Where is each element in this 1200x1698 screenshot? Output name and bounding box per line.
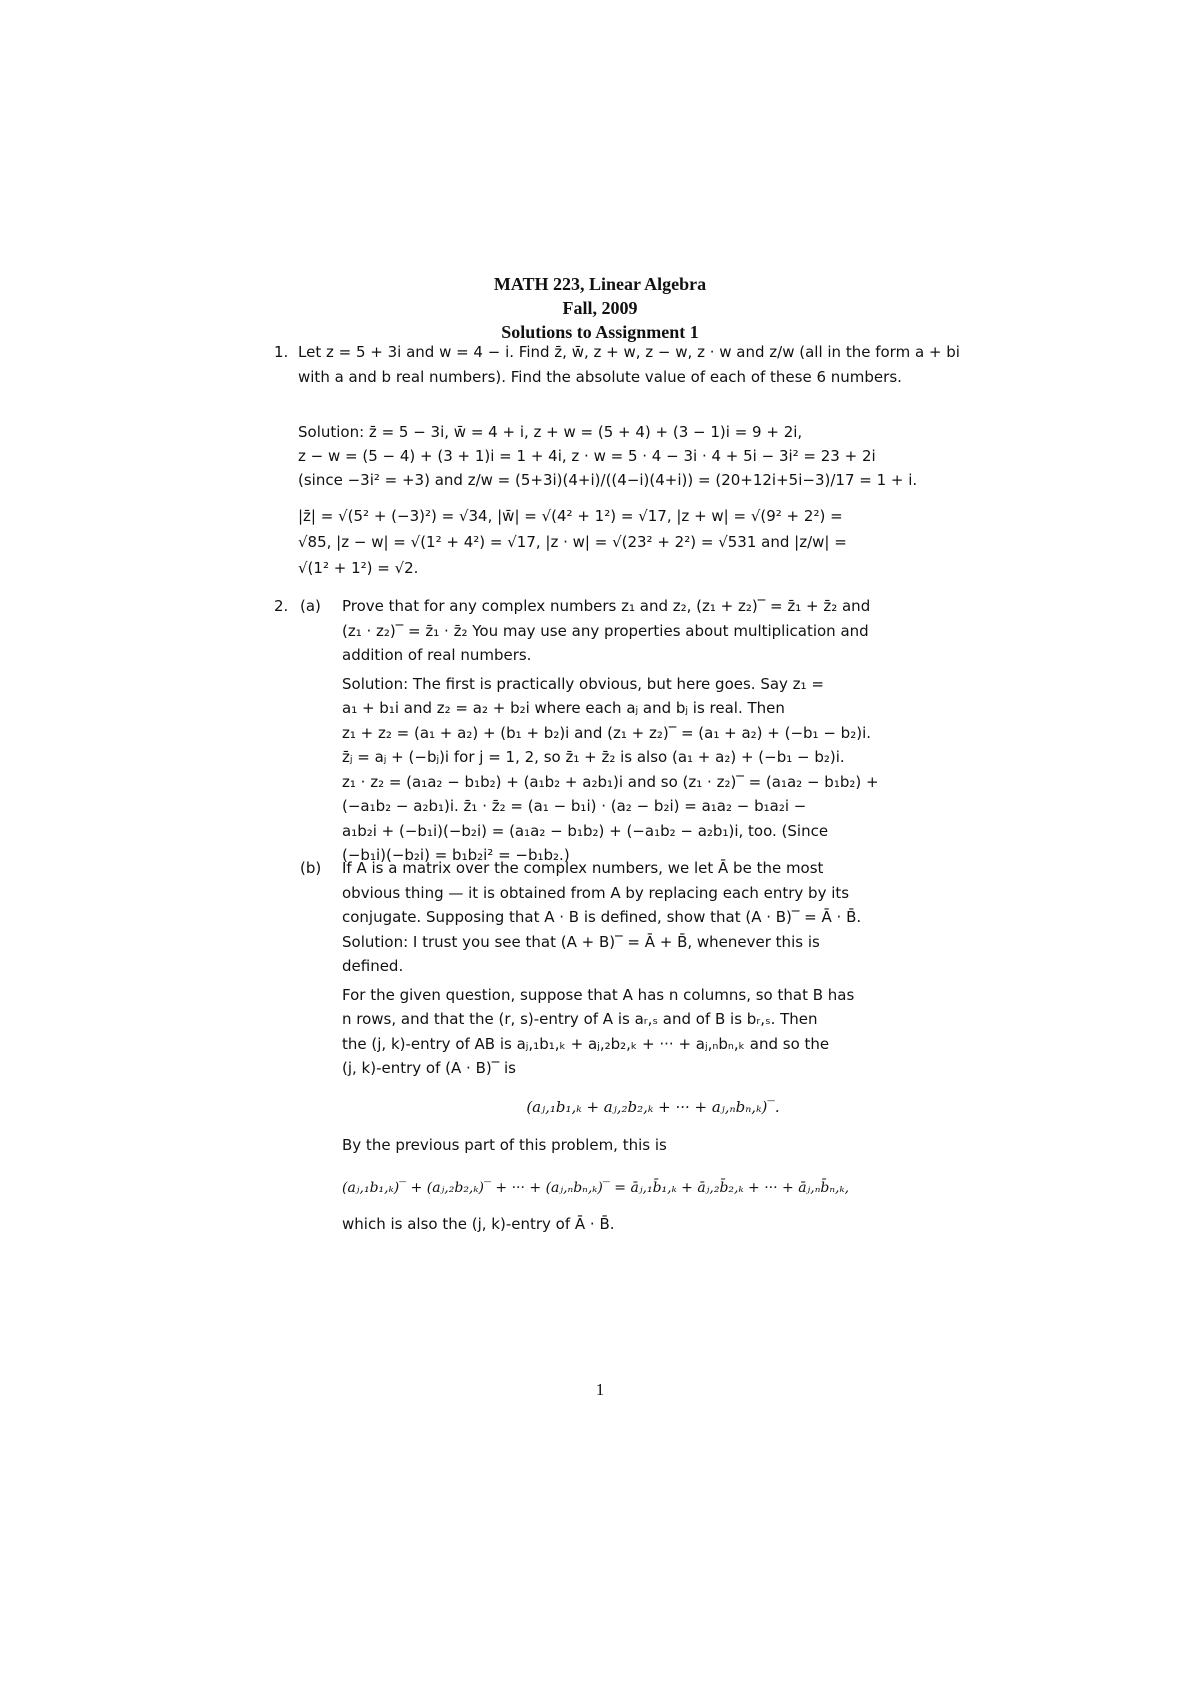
part-a-question-line: Prove that for any complex numbers z₁ and z₂, (z₁ + z₂)‾ = z̄₁ + z̄₂ and — [342, 597, 871, 615]
part-b — [300, 856, 964, 1237]
part-b-text-line: By the previous part of this problem, this is — [342, 1136, 667, 1154]
display-equation: (aⱼ,₁b₁,ₖ + aⱼ,₂b₂,ₖ + ··· + aⱼ,ₙbₙ,ₖ)‾. — [526, 1097, 780, 1116]
problem-1-abs-line: |z̄| = √(5² + (−3)²) = √34, |w̄| = √(4² + 1²) = √17, |z + w| = √(9² + 2²) = — [298, 507, 843, 525]
part-a-solution-line: (−b₁i)(−b₂i) = b₁b₂i² = −b₁b₂.) — [342, 846, 570, 864]
course-title: MATH 223, Linear Algebra — [493, 274, 707, 294]
part-a-solution-line: a₁ + b₁i and z₂ = a₂ + b₂i where each aⱼ and bⱼ is real. Then — [342, 699, 785, 717]
part-b-text-line: the (j, k)-entry of AB is aⱼ,₁b₁,ₖ + aⱼ,₂b₂,ₖ + ··· + aⱼ,ₙbₙ,ₖ and so the — [342, 1034, 830, 1053]
problem-number: 2. — [274, 597, 289, 615]
problem-number: 1. — [274, 343, 289, 361]
part-b-question-line: obvious thing — it is obtained from A by replacing each entry by its — [342, 883, 850, 902]
part-label: (a) — [300, 597, 321, 615]
problem-1-solution-line: z − w = (5 − 4) + (3 + 1)i = 1 + 4i, z · w = 5 · 4 − 3i · 4 + 5i − 3i² = 23 + 2i — [298, 447, 876, 465]
problem-1-question — [274, 340, 964, 389]
question-text: Let z = 5 + 3i and w = 4 − i. Find z̄, w̄, z + w, z − w, z · w and z/w (all in the form a + bi with a and b real numbers). Find the absolute value of each of these 6 numbers. — [298, 343, 960, 386]
problem-1-solution-line: Solution: z̄ = 5 − 3i, w̄ = 4 + i, z + w = (5 + 4) + (3 − 1)i = 9 + 2i, — [298, 423, 803, 441]
part-a-question-line: addition of real numbers. — [342, 646, 532, 664]
title-block — [0, 272, 1200, 344]
assignment-title: Solutions to Assignment 1 — [501, 322, 699, 342]
part-b-text-line: (j, k)-entry of (A · B)‾ is — [342, 1059, 516, 1077]
page-number: 1 — [595, 1380, 605, 1399]
term: Fall, 2009 — [562, 298, 638, 318]
problem-1-abs-line: √85, |z − w| = √(1² + 4²) = √17, |z · w| = √(23² + 2²) = √531 and |z/w| = — [298, 533, 847, 551]
part-b-question-line: conjugate. Supposing that A · B is defined, show that (A · B)‾ = Ā · B̄. — [342, 908, 862, 926]
part-a-solution-line: Solution: The first is practically obvious, but here goes. Say z₁ = — [342, 674, 824, 693]
part-a-solution-line: a₁b₂i + (−b₁i)(−b₂i) = (a₁a₂ − b₁b₂) + (−a₁b₂ − a₂b₁)i, too. (Since — [342, 821, 829, 840]
part-a-solution-line: z₁ · z₂ = (a₁a₂ − b₁b₂) + (a₁b₂ + a₂b₁)i and so (z₁ · z₂)‾ = (a₁a₂ − b₁b₂) + — [342, 772, 879, 791]
part-label: (b) — [300, 859, 322, 877]
part-b-text-line: n rows, and that the (r, s)-entry of A is aᵣ,ₛ and of B is bᵣ,ₛ. Then — [342, 1010, 818, 1028]
part-b-solution-line: Solution: I trust you see that (A + B)‾ = Ā + B̄, whenever this is — [342, 932, 820, 951]
display-equation: (aⱼ,₁b₁,ₖ)‾ + (aⱼ,₂b₂,ₖ)‾ + ··· + (aⱼ,ₙbₙ,ₖ)‾ = āⱼ,₁b̄₁,ₖ + āⱼ,₂b̄₂,ₖ + ··· + āⱼ,ₙb̄ₙ,ₖ, — [342, 1179, 850, 1196]
part-a-solution-line: (−a₁b₂ − a₂b₁)i. z̄₁ · z̄₂ = (a₁ − b₁i) · (a₂ − b₂i) = a₁a₂ − b₁a₂i − — [342, 797, 807, 815]
problem-1-abs-line: √(1² + 1²) = √2. — [298, 559, 419, 577]
part-b-question-line: If A is a matrix over the complex numbers, we let Ā be the most — [342, 859, 824, 877]
part-a — [300, 594, 964, 868]
part-a-solution-line: z₁ + z₂ = (a₁ + a₂) + (b₁ + b₂)i and (z₁ + z₂)‾ = (a₁ + a₂) + (−b₁ − b₂)i. — [342, 723, 871, 742]
part-a-question-line: (z₁ · z₂)‾ = z̄₁ · z̄₂ You may use any properties about multiplication and — [342, 621, 869, 640]
part-b-text-line: For the given question, suppose that A has n columns, so that B has — [342, 985, 855, 1004]
part-a-solution-line: z̄ⱼ = aⱼ + (−bⱼ)i for j = 1, 2, so z̄₁ + z̄₂ is also (a₁ + a₂) + (−b₁ − b₂)i. — [342, 748, 845, 766]
problem-1-solution-line: (since −3i² = +3) and z/w = (5+3i)(4+i)/((4−i)(4+i)) = (20+12i+5i−3)/17 = 1 + i. — [298, 471, 918, 489]
part-b-solution-line: defined. — [342, 957, 404, 975]
part-b-text-line: which is also the (j, k)-entry of Ā · B̄. — [342, 1215, 615, 1233]
